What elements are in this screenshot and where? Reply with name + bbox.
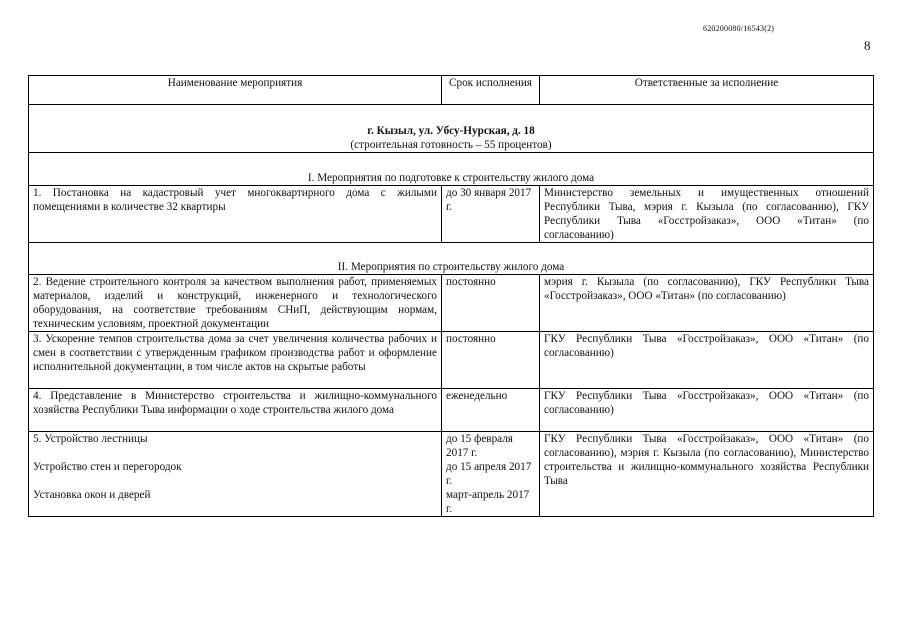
measures-table	[28, 75, 874, 517]
row-2-term: постоянно	[442, 275, 540, 332]
header-term: Срок исполнения	[442, 76, 540, 105]
section-2-title: II. Мероприятия по строительству жилого дома	[29, 243, 874, 275]
row-2-name: 2. Ведение строительного контроля за качеством выполнения работ, применяемых материалов, изделий и конструкций, инженерного и технологического оборудования, на соответствие требованиям СНиП, действующим нормам, техническим условиям, проектной документации	[29, 275, 442, 332]
location-row	[29, 105, 874, 153]
row-4-name: 4. Представление в Министерство строительства и жилищно-коммунального хозяйства Республики Тыва информации о ходе строительства жилого дома	[29, 389, 442, 432]
row-3-term: постоянно	[442, 332, 540, 389]
location-title: г. Кызыл, ул. Убсу-Нурская, д. 18	[367, 125, 535, 137]
table-row	[29, 186, 874, 243]
row-4-term: еженедельно	[442, 389, 540, 432]
row-5-name-cell	[29, 432, 442, 517]
row-2-responsible: мэрия г. Кызыла (по согласованию), ГКУ Республики Тыва «Госстройзаказ», ООО «Титан» (по согласованию)	[540, 275, 874, 332]
page-number: 8	[864, 38, 871, 53]
document-code: 620200080/16543(2)	[703, 24, 775, 33]
row-4-responsible: ГКУ Республики Тыва «Госстройзаказ», ООО «Титан» (по согласованию)	[540, 389, 874, 432]
row-1-responsible: Министерство земельных и имущественных отношений Республики Тыва, мэрия г. Кызыла (по согласованию), ГКУ Республики Тыва «Госстройзаказ», ООО «Титан» (по согласованию)	[540, 186, 874, 243]
table-row	[29, 332, 874, 389]
row-5-responsible: ГКУ Республики Тыва «Госстройзаказ», ООО «Титан» (по согласованию), мэрия г. Кызыла (по согласованию), Министерство строительства и жилищно-коммунального хозяйства Республики Тыва	[540, 432, 874, 517]
row-5-term-cell	[442, 432, 540, 517]
row-5-term-c: март-апрель 2017 г.	[446, 489, 530, 515]
location-subtitle: (строительная готовность – 55 процентов)	[350, 139, 552, 151]
row-1-term: до 30 января 2017 г.	[442, 186, 540, 243]
row-5-term-a: до 15 февраля 2017 г.	[446, 433, 513, 459]
row-5-name-c: Установка окон и дверей	[33, 489, 151, 501]
table-header-row	[29, 76, 874, 105]
section-row	[29, 243, 874, 275]
header-responsible: Ответственные за исполнение	[540, 76, 874, 105]
section-row	[29, 153, 874, 186]
row-1-name: 1. Постановка на кадастровый учет многоквартирного дома с жилыми помещениями в количестве 32 квартиры	[29, 186, 442, 243]
row-5-term-b: до 15 апреля 2017 г.	[446, 461, 532, 487]
row-3-responsible: ГКУ Республики Тыва «Госстройзаказ», ООО «Титан» (по согласованию)	[540, 332, 874, 389]
header-name: Наименование мероприятия	[29, 76, 442, 105]
table-row	[29, 432, 874, 517]
row-3-name: 3. Ускорение темпов строительства дома за счет увеличения количества рабочих и смен в соответствии с утвержденным графиком производства работ и оформление исполнительной документации, в том числе актов на скрытые работы	[29, 332, 442, 389]
row-5-name-b: Устройство стен и перегородок	[33, 461, 182, 473]
table-row	[29, 275, 874, 332]
row-5-name-a: 5. Устройство лестницы	[33, 433, 148, 445]
section-1-title: I. Мероприятия по подготовке к строительству жилого дома	[29, 153, 874, 186]
table-row	[29, 389, 874, 432]
